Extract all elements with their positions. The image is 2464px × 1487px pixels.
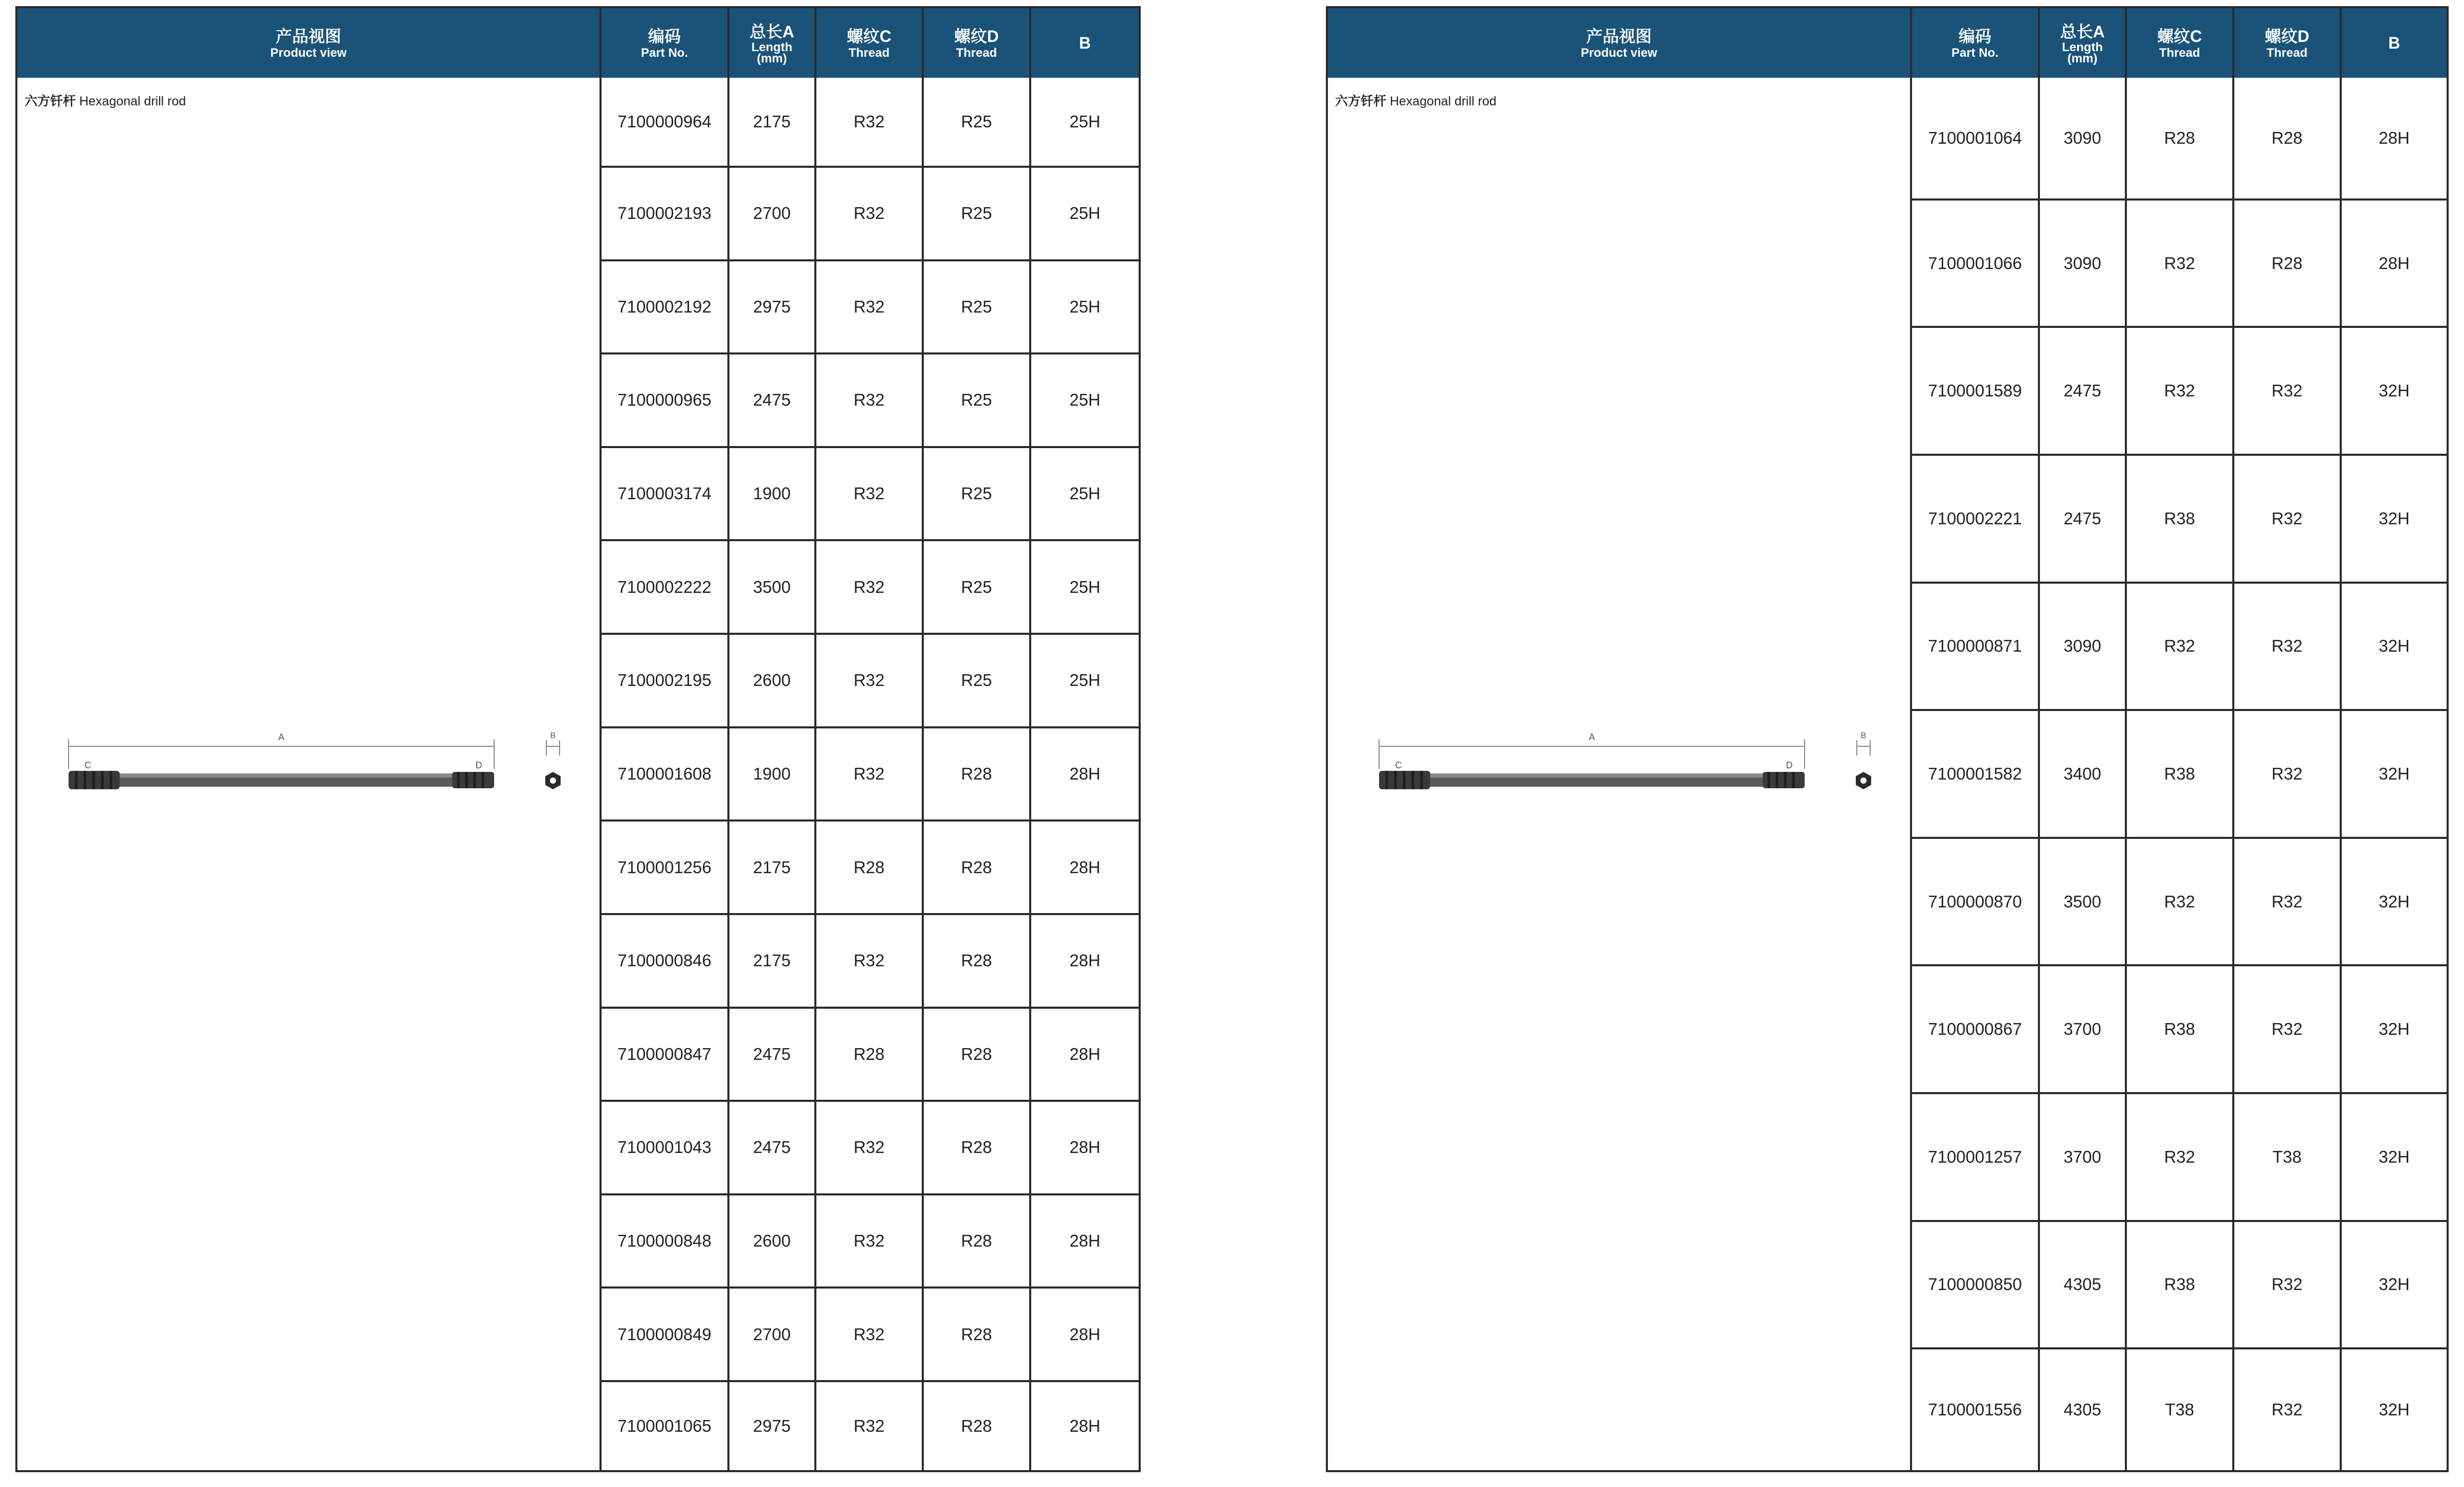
thread-c-cell: R38	[2126, 455, 2233, 583]
part-no-cell: 7100003174	[601, 447, 728, 541]
part-no-cell: 7100001589	[1911, 327, 2039, 455]
length-cell: 3090	[2039, 199, 2126, 327]
spec-table	[17, 8, 1139, 1470]
header-product-view: 产品视图 Product view	[1328, 8, 1911, 78]
thread-c-cell: R32	[815, 914, 923, 1008]
part-no-cell: 7100001582	[1911, 710, 2039, 838]
b-cell: 28H	[1030, 1194, 1139, 1288]
length-cell: 2475	[728, 1008, 815, 1101]
thread-d-cell: R32	[2233, 710, 2341, 838]
thread-c-cell: R32	[2126, 199, 2233, 327]
catalog-page-right	[1326, 6, 2449, 1472]
hexagonal-drill-rod-drawing-icon	[48, 715, 580, 796]
thread-c-cell: R32	[815, 1101, 923, 1194]
b-cell: 32H	[2341, 838, 2447, 966]
header-row	[1328, 8, 2447, 78]
thread-c-cell: R32	[815, 260, 923, 354]
length-cell: 3700	[2039, 965, 2126, 1093]
length-cell: 2600	[728, 634, 815, 727]
thread-d-cell: R32	[2233, 455, 2341, 583]
thread-c-cell: R32	[815, 78, 923, 167]
b-cell: 28H	[1030, 1008, 1139, 1101]
thread-c-cell: R38	[2126, 1221, 2233, 1349]
length-cell: 3090	[2039, 583, 2126, 711]
thread-d-cell: R32	[2233, 583, 2341, 711]
length-cell: 2700	[728, 1288, 815, 1381]
header-b: B	[2341, 8, 2447, 78]
thread-d-cell: R28	[923, 820, 1030, 914]
b-cell: 25H	[1030, 260, 1139, 354]
dimension-b-label: B	[550, 731, 556, 740]
length-cell: 3400	[2039, 710, 2126, 838]
b-cell: 32H	[2341, 327, 2447, 455]
part-no-cell: 7100002192	[601, 260, 728, 354]
thread-c-cell: R32	[2126, 327, 2233, 455]
b-cell: 28H	[1030, 820, 1139, 914]
thread-c-cell: R32	[815, 167, 923, 260]
product-name-en: Hexagonal drill rod	[79, 94, 186, 108]
part-no-cell: 7100000846	[601, 914, 728, 1008]
part-no-cell: 7100001066	[1911, 199, 2039, 327]
table-row	[1328, 78, 2447, 199]
catalog-page-left	[15, 6, 1141, 1472]
length-cell: 2975	[728, 1381, 815, 1470]
thread-d-cell: R32	[2233, 965, 2341, 1093]
part-no-cell: 7100001256	[601, 820, 728, 914]
length-cell: 4305	[2039, 1348, 2126, 1470]
product-view-cell	[1328, 78, 1911, 1470]
b-cell: 25H	[1030, 167, 1139, 260]
thread-c-cell: R32	[2126, 583, 2233, 711]
thread-d-cell: R28	[2233, 78, 2341, 199]
b-cell: 25H	[1030, 78, 1139, 167]
thread-d-cell: R25	[923, 353, 1030, 447]
dimension-b-label: B	[1860, 731, 1867, 740]
header-part-no: 编码 Part No.	[1911, 8, 2039, 78]
part-no-cell: 7100001064	[1911, 78, 2039, 199]
b-cell: 32H	[2341, 710, 2447, 838]
product-name-cn: 六方钎杆	[25, 94, 76, 108]
part-no-cell: 7100002195	[601, 634, 728, 727]
header-product-view: 产品视图 Product view	[17, 8, 601, 78]
part-no-cell: 7100002193	[601, 167, 728, 260]
thread-d-cell: R32	[2233, 1348, 2341, 1470]
thread-c-cell: R38	[2126, 965, 2233, 1093]
thread-d-cell: R32	[2233, 838, 2341, 966]
length-cell: 3500	[2039, 838, 2126, 966]
header-thread-c: 螺纹C Thread	[815, 8, 923, 78]
part-no-cell: 7100001065	[601, 1381, 728, 1470]
thread-d-cell: R25	[923, 634, 1030, 727]
part-no-cell: 7100002222	[601, 540, 728, 634]
header-length: 总长A Length (mm)	[2039, 8, 2126, 78]
thread-d-cell: T38	[2233, 1093, 2341, 1221]
part-no-cell: 7100002221	[1911, 455, 2039, 583]
spec-table	[1328, 8, 2447, 1470]
dimension-a-label: A	[1588, 732, 1595, 742]
b-cell: 25H	[1030, 447, 1139, 541]
length-cell: 1900	[728, 447, 815, 541]
thread-c-cell: R28	[815, 1008, 923, 1101]
product-name-en: Hexagonal drill rod	[1389, 94, 1497, 108]
thread-d-cell: R28	[2233, 199, 2341, 327]
length-cell: 2175	[728, 820, 815, 914]
b-cell: 32H	[2341, 455, 2447, 583]
part-no-cell: 7100000867	[1911, 965, 2039, 1093]
thread-d-cell: R28	[923, 1008, 1030, 1101]
thread-c-cell: R32	[815, 353, 923, 447]
thread-d-cell: R32	[2233, 1221, 2341, 1349]
length-cell: 2700	[728, 167, 815, 260]
length-cell: 2475	[728, 353, 815, 447]
thread-d-cell: R28	[923, 1381, 1030, 1470]
part-no-cell: 7100000850	[1911, 1221, 2039, 1349]
b-cell: 28H	[1030, 1101, 1139, 1194]
thread-c-cell: R32	[815, 540, 923, 634]
part-no-cell: 7100001556	[1911, 1348, 2039, 1470]
length-cell: 2975	[728, 260, 815, 354]
dimension-a-label: A	[278, 732, 285, 742]
product-name-cn: 六方钎杆	[1335, 94, 1387, 108]
length-cell: 3500	[728, 540, 815, 634]
b-cell: 28H	[1030, 1288, 1139, 1381]
length-cell: 3090	[2039, 78, 2126, 199]
part-no-cell: 7100001257	[1911, 1093, 2039, 1221]
part-no-cell: 7100000965	[601, 353, 728, 447]
thread-c-cell: R32	[815, 1194, 923, 1288]
header-row	[17, 8, 1139, 78]
length-cell: 2475	[2039, 455, 2126, 583]
thread-d-cell: R25	[923, 78, 1030, 167]
part-no-cell: 7100000871	[1911, 583, 2039, 711]
header-length: 总长A Length (mm)	[728, 8, 815, 78]
thread-c-cell: R32	[815, 634, 923, 727]
header-thread-c: 螺纹C Thread	[2126, 8, 2233, 78]
part-no-cell: 7100000848	[601, 1194, 728, 1288]
b-cell: 32H	[2341, 583, 2447, 711]
thread-c-label: C	[1395, 760, 1402, 770]
b-cell: 32H	[2341, 965, 2447, 1093]
header-thread-d: 螺纹D Thread	[2233, 8, 2341, 78]
product-view-cell	[17, 78, 601, 1470]
length-cell: 2175	[728, 914, 815, 1008]
hexagonal-drill-rod-drawing-icon	[1359, 715, 1891, 796]
b-cell: 32H	[2379, 1400, 2410, 1419]
thread-d-cell: R32	[2233, 327, 2341, 455]
header-part-no: 编码 Part No.	[601, 8, 728, 78]
b-cell: 25H	[1030, 353, 1139, 447]
length-cell: 3700	[2039, 1093, 2126, 1221]
thread-d-cell: R25	[923, 167, 1030, 260]
part-no-cell: 7100000849	[601, 1288, 728, 1381]
thread-c-cell: T38	[2126, 1348, 2233, 1470]
thread-d-cell: R25	[923, 447, 1030, 541]
thread-c-cell: R32	[815, 1381, 923, 1470]
thread-c-cell: R32	[815, 1288, 923, 1381]
thread-c-cell: R32	[815, 727, 923, 821]
part-no-cell: 7100000964	[601, 78, 728, 167]
length-cell: 1900	[728, 727, 815, 821]
part-no-cell: 7100001043	[601, 1101, 728, 1194]
thread-d-cell: R28	[923, 1288, 1030, 1381]
length-cell: 2475	[2039, 327, 2126, 455]
b-cell: 32H	[2341, 1221, 2447, 1349]
b-cell: 28H	[1030, 914, 1139, 1008]
thread-c-cell: R38	[2126, 710, 2233, 838]
b-cell: 25H	[1030, 540, 1139, 634]
b-cell: 32H	[2341, 1093, 2447, 1221]
b-cell: 28H	[2341, 78, 2447, 199]
part-no-cell: 7100001608	[601, 727, 728, 821]
part-no-cell: 7100000847	[601, 1008, 728, 1101]
header-thread-d: 螺纹D Thread	[923, 8, 1030, 78]
thread-c-cell: R32	[2126, 838, 2233, 966]
length-cell: 2600	[728, 1194, 815, 1288]
thread-d-cell: R25	[923, 540, 1030, 634]
thread-d-label: D	[475, 760, 482, 770]
thread-d-cell: R28	[923, 1101, 1030, 1194]
thread-c-cell: R28	[2126, 78, 2233, 199]
thread-d-cell: R28	[923, 914, 1030, 1008]
b-cell: 28H	[2341, 199, 2447, 327]
b-cell: 28H	[1069, 1416, 1101, 1436]
thread-d-cell: R25	[923, 260, 1030, 354]
b-cell: 28H	[1030, 727, 1139, 821]
thread-d-cell: R28	[923, 727, 1030, 821]
b-cell: 25H	[1030, 634, 1139, 727]
length-cell: 2475	[728, 1101, 815, 1194]
length-cell: 2175	[728, 78, 815, 167]
part-no-cell: 7100000870	[1911, 838, 2039, 966]
thread-c-cell: R28	[815, 820, 923, 914]
thread-c-label: C	[84, 760, 92, 770]
header-b: B	[1030, 8, 1139, 78]
product-name	[25, 91, 186, 109]
length-cell: 4305	[2039, 1221, 2126, 1349]
thread-d-label: D	[1786, 760, 1793, 770]
table-row	[17, 78, 1139, 167]
thread-c-cell: R32	[815, 447, 923, 541]
thread-c-cell: R32	[2126, 1093, 2233, 1221]
thread-d-cell: R28	[923, 1194, 1030, 1288]
product-name	[1335, 91, 1496, 109]
